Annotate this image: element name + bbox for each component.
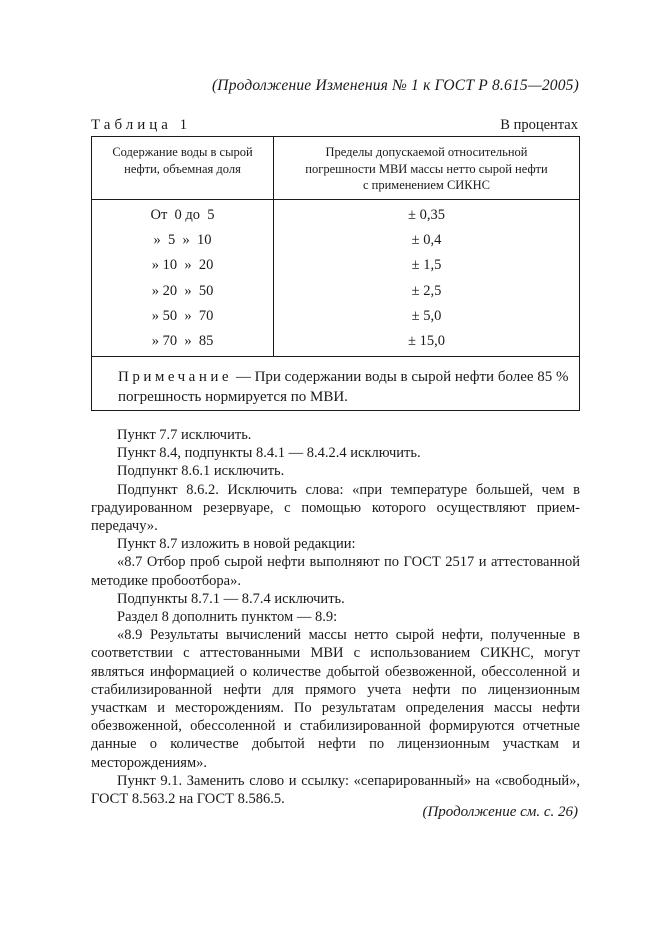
table-units: В процентах	[500, 117, 578, 133]
page-header: (Продолжение Изменения № 1 к ГОСТ Р 8.615—2005)	[211, 77, 579, 94]
cell-value: ± 1,5	[411, 257, 442, 273]
header-line: нефти, объемная доля	[124, 162, 241, 176]
note-divider	[92, 356, 579, 357]
table-note	[118, 367, 571, 407]
cell-value: ± 5,0	[411, 308, 442, 324]
paragraph: «8.7 Отбор проб сырой нефти выполняют по ГОСТ 2517 и аттестованной методике пробоотбора».	[91, 554, 580, 589]
cell-range: » 50 » 70	[151, 308, 214, 324]
cell-range: » 70 » 85	[151, 333, 214, 349]
paragraph: Подпункты 8.7.1 — 8.7.4 исключить.	[117, 590, 345, 607]
paragraph: Раздел 8 дополнить пунктом — 8.9:	[117, 609, 338, 626]
header-line: с применением СИКНС	[362, 178, 491, 192]
header-line: Пределы допускаемой относительной	[325, 145, 528, 159]
column-header-error	[274, 144, 579, 194]
cell-value: ± 15,0	[408, 333, 445, 349]
column-header-water	[92, 144, 273, 178]
cell-value: ± 2,5	[411, 283, 442, 299]
data-table	[91, 136, 580, 411]
header-line: Содержание воды в сырой	[112, 145, 253, 159]
header-divider	[92, 199, 579, 200]
page-footer: (Продолжение см. с. 26)	[422, 804, 578, 820]
cell-range: » 5 » 10	[153, 232, 212, 248]
table-label: Таблица 1	[91, 117, 192, 133]
note-text: — При содержании воды в сырой нефти более 85 % погрешность нормируется по МВИ.	[118, 369, 569, 405]
cell-value: ± 0,35	[408, 207, 445, 223]
paragraph: Пункт 8.7 изложить в новой редакции:	[117, 536, 356, 553]
paragraph: Подпункт 8.6.1 исключить.	[117, 463, 285, 480]
paragraph: «8.9 Результаты вычислений массы нетто сырой нефти, полученные в соответствии с аттестованными МВИ с использованием СИКНС, могут являться информацией о количестве добытой обезвоженной, обессоленной и стабилизированной нефти для прямого учета нефти по лицензионным участкам и месторождениям. По результатам определения массы нефти обезвоженной, обессоленной и стабилизированной формируются отчетные данные о количестве добытой нефти по лицензионным участкам и месторождениям».	[91, 627, 580, 771]
paragraph: Пункт 7.7 исключить.	[117, 427, 252, 443]
note-label: Примечание	[118, 369, 233, 385]
paragraph: Подпункт 8.6.2. Исключить слова: «при температуре большей, чем в градуированном резервуаре, с помощью которого осуществляют прием-передачу».	[91, 481, 580, 535]
paragraph: Пункт 9.1. Заменить слово и ссылку: «сепарированный» на «свободный», ГОСТ 8.563.2 на ГОСТ 8.586.5.	[91, 772, 580, 808]
body-text	[91, 426, 580, 808]
cell-value: ± 0,4	[411, 232, 442, 248]
cell-range: » 10 » 20	[151, 257, 214, 273]
cell-range: » 20 » 50	[151, 283, 214, 299]
cell-range: От 0 до 5	[150, 207, 215, 223]
paragraph: Пункт 8.4, подпункты 8.4.1 — 8.4.2.4 исключить.	[117, 445, 421, 462]
header-line: погрешности МВИ массы нетто сырой нефти	[305, 161, 548, 176]
